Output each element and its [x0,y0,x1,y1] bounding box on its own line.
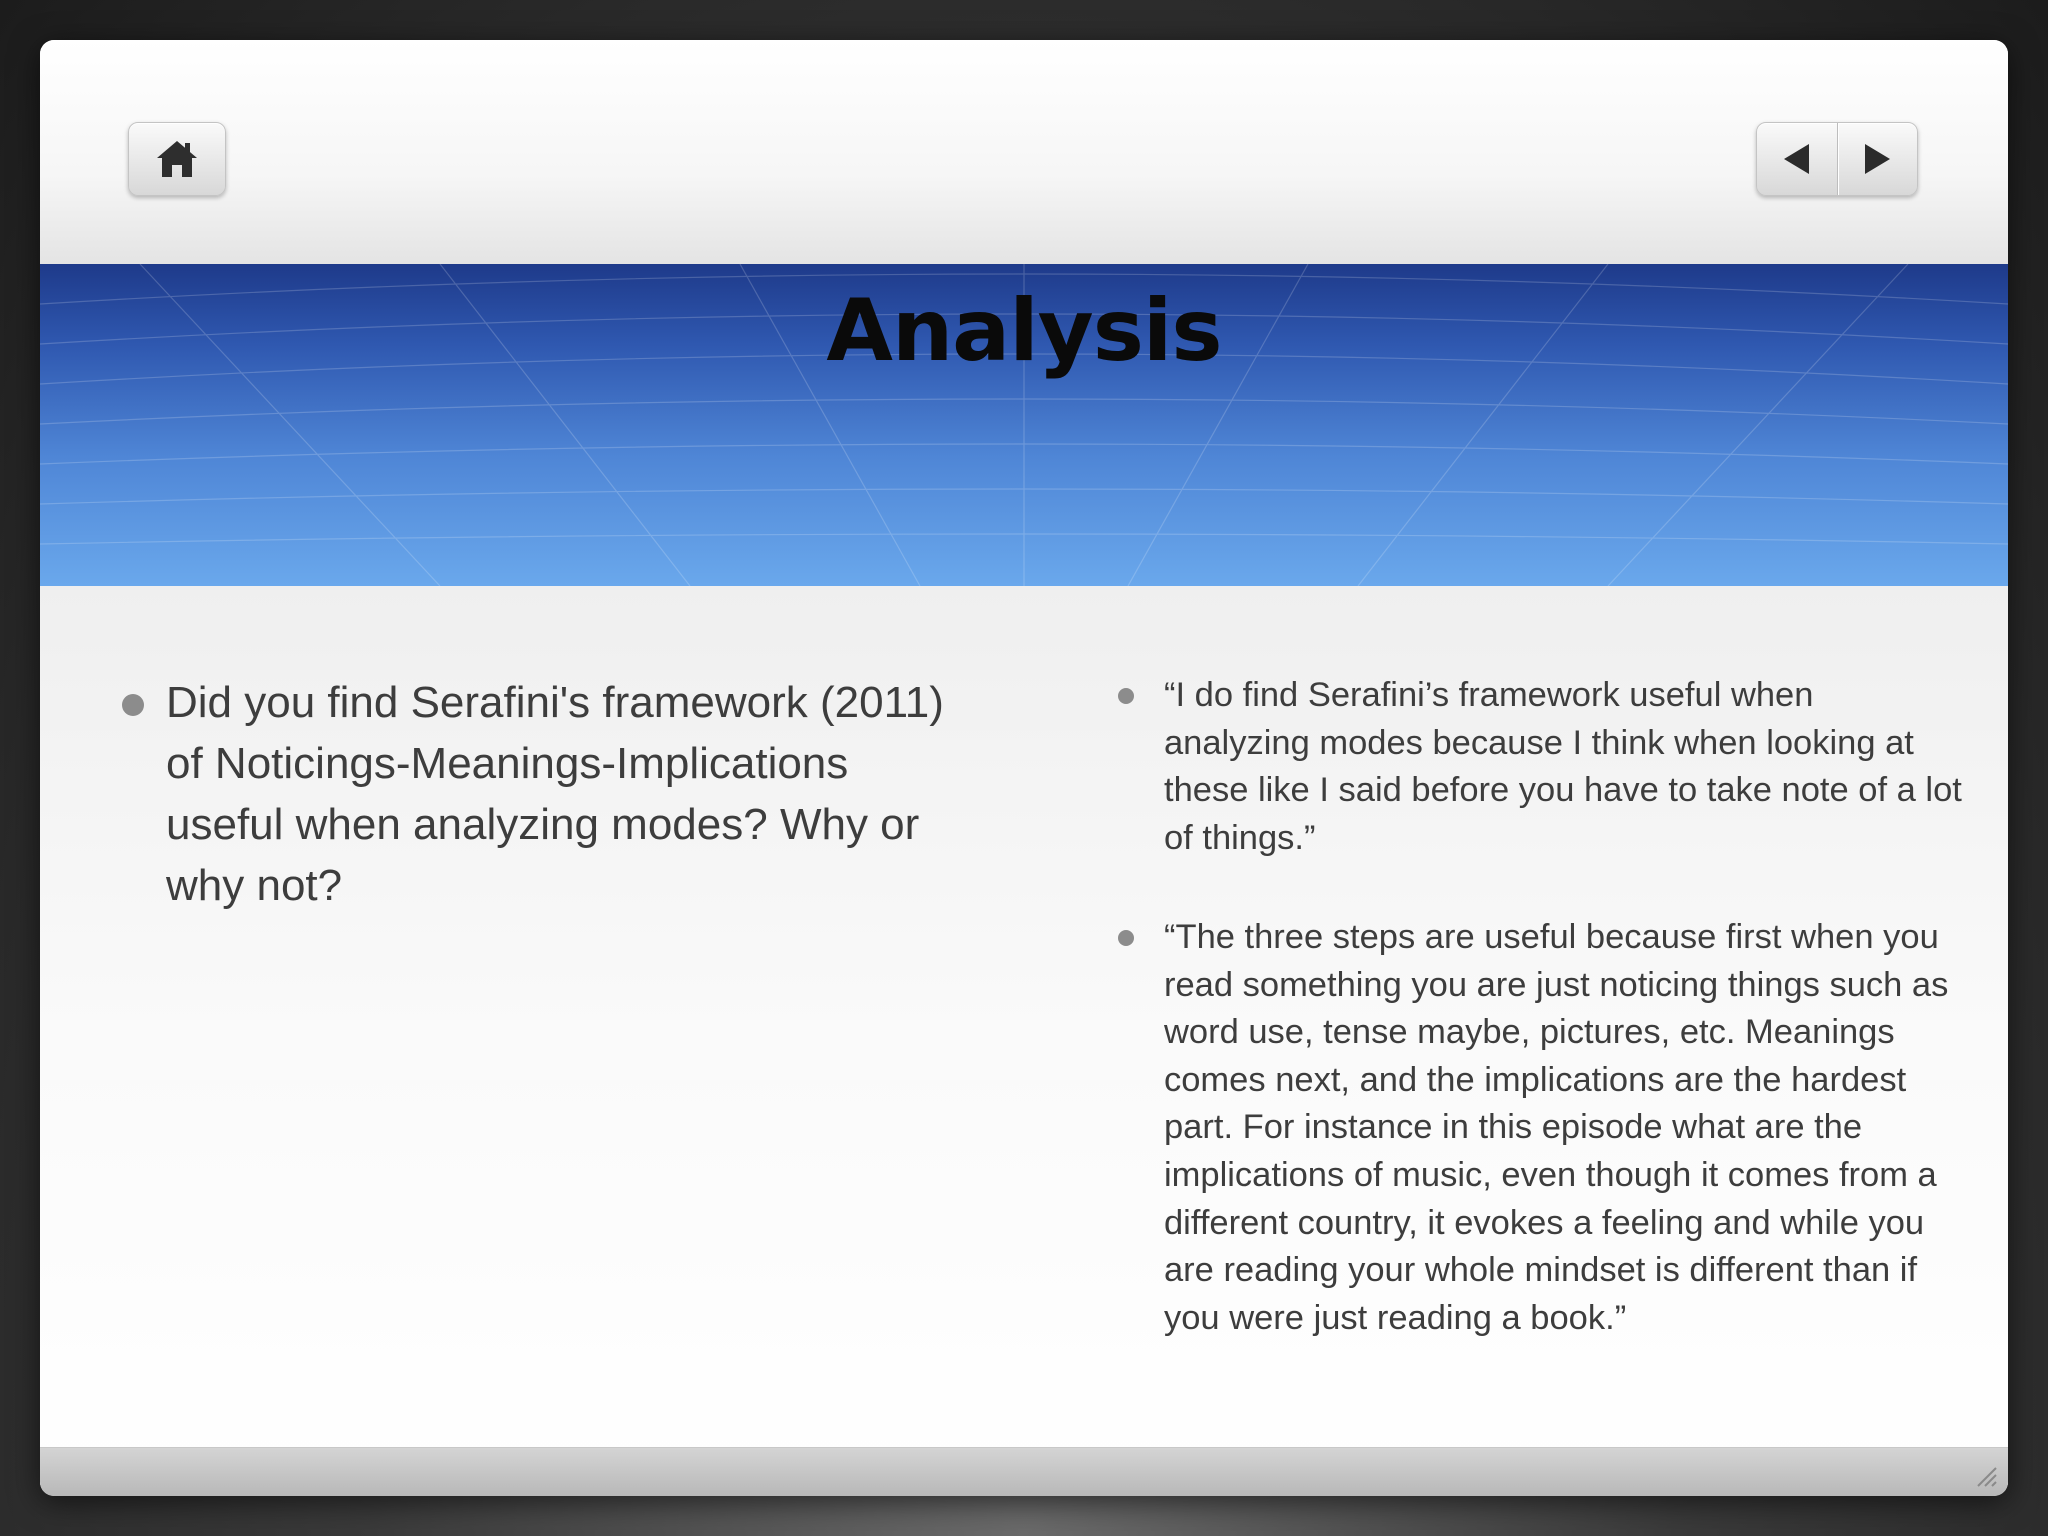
slide-toolbar [40,40,2008,264]
slide-content [40,586,2008,1486]
list-item [1164,672,1964,862]
next-slide-button[interactable] [1838,123,1918,195]
slide-footer [40,1447,2008,1496]
triangle-left-icon [1779,141,1815,177]
slide-title: Analysis [826,281,1222,381]
list-item [166,672,946,916]
slide [40,40,2008,1496]
bullet-icon [122,694,144,716]
bullet-text: Did you find Serafini's framework (2011) of Noticings-Meanings-Implications useful when analyzing modes? Why or why not? [166,678,944,910]
bullet-text: “I do find Serafini’s framework useful when analyzing modes because I think when looking at these like I said before you have to take note of a lot of things.” [1164,676,1962,857]
resize-grip-icon[interactable] [1970,1460,1998,1488]
list-item [1164,914,1964,1342]
bullet-icon [1118,930,1134,946]
bullet-text: “The three steps are useful because first when you read something you are just noticing things such as word use, tense maybe, pictures, etc. Meanings comes next, and the implications are the hardest part. For instance in this episode what are the implications of music, even though it comes from a different country, it evokes a feeling and while you are reading your whole mindset is different than if you were just reading a book.” [1164,918,1949,1337]
bullet-icon [1118,688,1134,704]
house-icon [154,138,200,180]
previous-slide-button[interactable] [1757,123,1838,195]
triangle-right-icon [1859,141,1895,177]
home-button[interactable] [128,122,226,196]
navigation-buttons [1756,122,1918,196]
